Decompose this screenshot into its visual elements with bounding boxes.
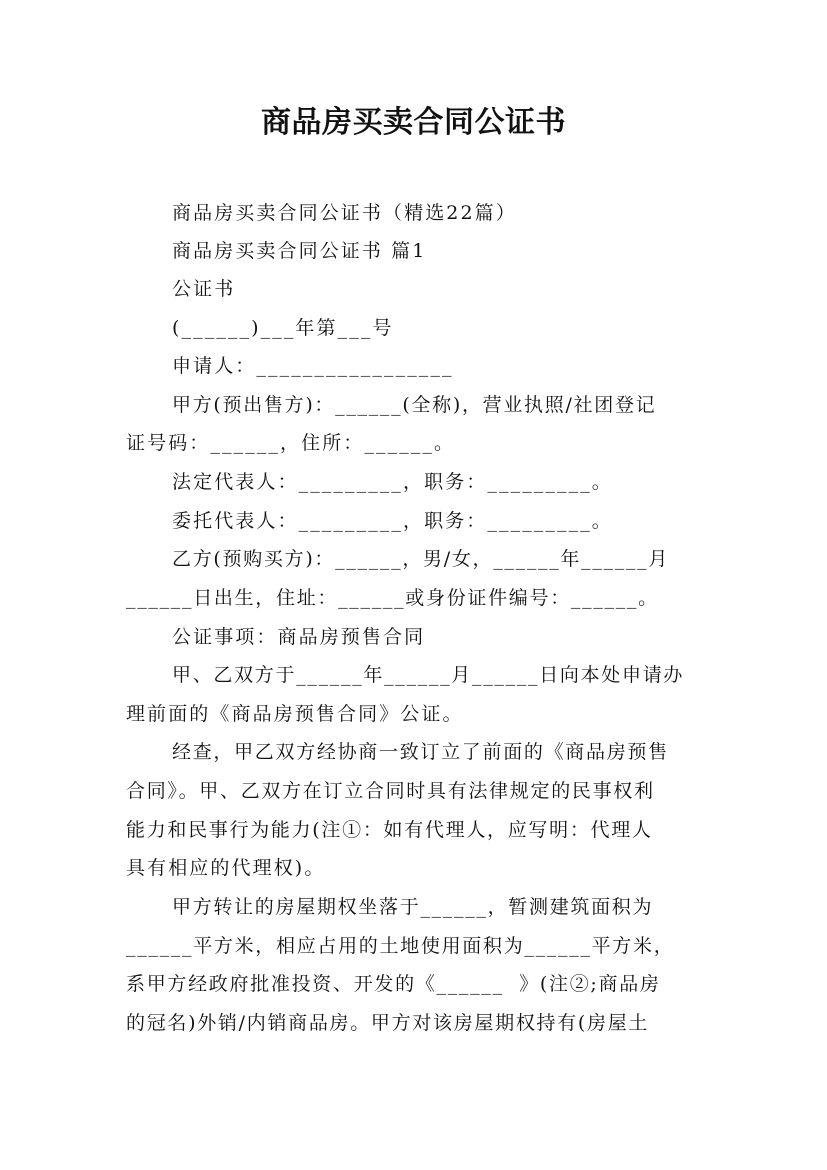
document-line: ______日出生，住址：______或身份证件编号：______。 bbox=[126, 587, 659, 609]
document-line: 甲、乙双方于______年______月______日向本处申请办 bbox=[172, 664, 685, 686]
document-line: 的冠名)外销/内销商品房。甲方对该房屋期权持有(房屋土 bbox=[126, 1012, 650, 1034]
document-line: 公证书 bbox=[172, 278, 236, 300]
document-line: 甲方(预出售方)：______(全称)，营业执照/社团登记 bbox=[172, 394, 657, 416]
document-line: 委托代表人：_________，职务：_________。 bbox=[172, 510, 613, 532]
document-line: 能力和民事行为能力(注①：如有代理人，应写明：代理人 bbox=[126, 819, 653, 841]
document-line: 申请人：_________________ bbox=[172, 355, 454, 377]
document-line: 系甲方经政府批准投资、开发的《______ 》(注②;商品房 bbox=[126, 973, 661, 995]
document-title: 商品房买卖合同公证书 bbox=[261, 105, 566, 140]
document-line: 法定代表人：_________，职务：_________。 bbox=[172, 471, 613, 493]
document-line: ______平方米，相应占用的土地使用面积为______平方米， bbox=[126, 935, 675, 957]
document-line: 证号码：______，住所：______。 bbox=[126, 432, 456, 454]
document-line: 具有相应的代理权)。 bbox=[126, 857, 326, 879]
document-line: 商品房买卖合同公证书 篇1 bbox=[172, 240, 427, 262]
document-line: 经查，甲乙双方经协商一致订立了前面的《商品房预售 bbox=[172, 741, 669, 763]
document-line: 甲方转让的房屋期权坐落于______，暂测建筑面积为 bbox=[172, 896, 654, 918]
document-line: 合同》。甲、乙双方在订立合同时具有法律规定的民事权利 bbox=[126, 780, 655, 802]
document-line: (______)___年第___号 bbox=[172, 317, 394, 339]
document-line: 公证事项：商品房预售合同 bbox=[172, 626, 426, 648]
document-line: 理前面的《商品房预售合同》公证。 bbox=[126, 703, 464, 725]
document-line: 商品房买卖合同公证书（精选22篇） bbox=[172, 202, 517, 224]
document-line: 乙方(预购买方)：______，男/女，______年______月 bbox=[172, 548, 670, 570]
